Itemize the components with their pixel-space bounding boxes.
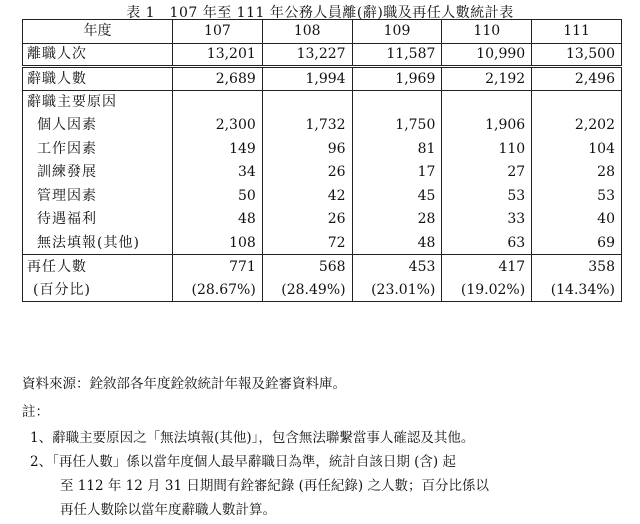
cell: (23.01%)	[352, 278, 442, 302]
cell: 96	[262, 137, 352, 161]
percentage-row	[23, 278, 622, 302]
row-label: (百分比)	[23, 278, 173, 302]
cell: 45	[352, 184, 442, 208]
cell: 48	[352, 231, 442, 255]
year-111: 111	[532, 20, 622, 44]
cell: 53	[532, 184, 622, 208]
cell: 72	[262, 231, 352, 255]
cell: 26	[262, 208, 352, 232]
cell: (14.34%)	[532, 278, 622, 302]
row-label: 管理因素	[23, 184, 173, 208]
cell: 358	[532, 255, 622, 279]
cell: 40	[532, 208, 622, 232]
year-110: 110	[442, 20, 532, 44]
resignations-row	[23, 67, 622, 91]
note-2-line-3: 再任人數除以當年度辭職人數計算。	[60, 502, 276, 518]
cell: 771	[173, 255, 263, 279]
year-107: 107	[173, 20, 263, 44]
cell: (28.49%)	[262, 278, 352, 302]
cell: 2,689	[173, 67, 263, 91]
row-label: 辭職主要原因	[23, 90, 173, 114]
reemployed-row	[23, 255, 622, 279]
cell: 1,906	[442, 114, 532, 138]
row-label: 待遇福利	[23, 208, 173, 232]
cell: 26	[262, 161, 352, 185]
header-label: 年度	[23, 20, 173, 44]
cell: 149	[173, 137, 263, 161]
cell: 1,994	[262, 67, 352, 91]
cell: (19.02%)	[442, 278, 532, 302]
cell: 13,227	[262, 43, 352, 67]
cell: 2,300	[173, 114, 263, 138]
header-row	[23, 20, 622, 44]
cell: 104	[532, 137, 622, 161]
cell: 108	[173, 231, 263, 255]
source-line: 資料來源：銓敘部各年度銓敘統計年報及銓審資料庫。	[22, 376, 346, 392]
cell: 110	[442, 137, 532, 161]
cell: (28.67%)	[173, 278, 263, 302]
cell: 1,732	[262, 114, 352, 138]
separations-row	[23, 43, 622, 67]
cell	[173, 90, 263, 114]
cell: 34	[173, 161, 263, 185]
reason-row-management	[23, 184, 622, 208]
reason-row-personal	[23, 114, 622, 138]
statistics-table	[22, 19, 622, 302]
note-1: 1、辭職主要原因之「無法填報(其他)」，包含無法聯繫當事人確認及其他。	[30, 430, 475, 446]
notes-heading: 註：	[22, 404, 49, 420]
row-label: 再任人數	[23, 255, 173, 279]
year-109: 109	[352, 20, 442, 44]
cell: 33	[442, 208, 532, 232]
reason-row-training	[23, 161, 622, 185]
table-title: 表 1 107 年至 111 年公務人員離(辭)職及再任人數統計表	[126, 5, 514, 21]
cell: 81	[352, 137, 442, 161]
cell: 27	[442, 161, 532, 185]
cell: 28	[532, 161, 622, 185]
cell	[442, 90, 532, 114]
cell: 11,587	[352, 43, 442, 67]
note-2-line-2: 至 112 年 12 月 31 日期間有銓審紀錄 (再任紀錄) 之人數；百分比係以	[60, 478, 489, 494]
cell: 2,496	[532, 67, 622, 91]
row-label: 個人因素	[23, 114, 173, 138]
reason-row-pay	[23, 208, 622, 232]
cell: 48	[173, 208, 263, 232]
cell: 50	[173, 184, 263, 208]
cell: 17	[352, 161, 442, 185]
cell	[532, 90, 622, 114]
cell: 69	[532, 231, 622, 255]
row-label: 無法填報(其他)	[23, 231, 173, 255]
cell: 10,990	[442, 43, 532, 67]
cell	[352, 90, 442, 114]
row-label: 離職人次	[23, 43, 173, 67]
cell: 417	[442, 255, 532, 279]
cell: 1,969	[352, 67, 442, 91]
reasons-heading-row	[23, 90, 622, 114]
cell: 2,202	[532, 114, 622, 138]
cell: 1,750	[352, 114, 442, 138]
cell: 63	[442, 231, 532, 255]
note-2-line-1: 2、「再任人數」係以當年度個人最早辭職日為準，統計自該日期 (含) 起	[30, 454, 456, 470]
cell: 53	[442, 184, 532, 208]
year-108: 108	[262, 20, 352, 44]
cell: 13,201	[173, 43, 263, 67]
row-label: 訓練發展	[23, 161, 173, 185]
cell: 2,192	[442, 67, 532, 91]
cell	[262, 90, 352, 114]
reason-row-work	[23, 137, 622, 161]
row-label: 工作因素	[23, 137, 173, 161]
cell: 13,500	[532, 43, 622, 67]
cell: 568	[262, 255, 352, 279]
cell: 42	[262, 184, 352, 208]
cell: 453	[352, 255, 442, 279]
cell: 28	[352, 208, 442, 232]
reason-row-other	[23, 231, 622, 255]
row-label: 辭職人數	[23, 67, 173, 91]
